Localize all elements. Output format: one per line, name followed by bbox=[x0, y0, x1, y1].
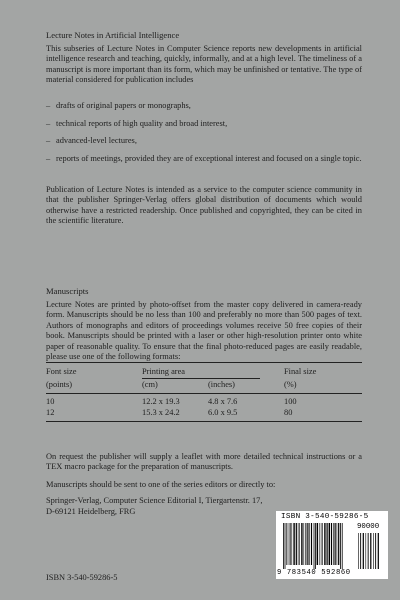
material-list bbox=[46, 101, 362, 171]
table-cell: 100 bbox=[284, 397, 297, 406]
sent-to-line: Manuscripts should be sent to one of the series editors or directly to: bbox=[46, 480, 276, 489]
ean-digits: 9 783540 592860 bbox=[277, 569, 351, 577]
address-line: D-69121 Heidelberg, FRG bbox=[46, 507, 136, 516]
table-cell: 12.2 x 19.3 bbox=[142, 397, 180, 406]
back-cover bbox=[46, 0, 362, 600]
price-code: 90000 bbox=[357, 523, 380, 531]
barcode-label bbox=[276, 511, 388, 579]
table-cell: 80 bbox=[284, 408, 293, 417]
list-item: – advanced-level lectures, bbox=[46, 136, 137, 146]
printing-area-underline bbox=[142, 378, 260, 379]
table-cell: 4.8 x 7.6 bbox=[208, 397, 238, 406]
list-item: – technical reports of high quality and broad interest, bbox=[46, 118, 228, 128]
table-cell: 10 bbox=[46, 397, 55, 406]
header-printing-area: Printing area bbox=[142, 367, 186, 376]
subheader-cm: (cm) bbox=[142, 380, 158, 389]
table-cell: 12 bbox=[46, 408, 55, 417]
header-final-size: Final size bbox=[284, 367, 317, 376]
subheader-points: (points) bbox=[46, 380, 73, 389]
subheader-inches: (inches) bbox=[208, 380, 235, 389]
dash-icon: – bbox=[46, 153, 51, 163]
list-item: – reports of meetings, provided they are of exceptional interest and focused on a single topic. bbox=[46, 153, 362, 163]
table-cell: 15.3 x 24.2 bbox=[142, 408, 180, 417]
address-line: Springer-Verlag, Computer Science Editorial I, Tiergartenstr. 17, bbox=[46, 496, 263, 505]
table-cell: 6.0 x 9.5 bbox=[208, 408, 238, 417]
series-title: Lecture Notes in Artificial Intelligence bbox=[46, 30, 180, 40]
leaflet-paragraph: On request the publisher will supply a leaflet with more detailed technical instructions or a TEX macro package for the preparation of manuscripts. bbox=[46, 452, 362, 472]
dash-icon: – bbox=[46, 101, 51, 110]
table-rule-top bbox=[46, 362, 362, 363]
list-item: – drafts of original papers or monographs, bbox=[46, 101, 191, 110]
isbn-text: ISBN 3-540-59286-5 bbox=[46, 573, 118, 582]
manuscripts-paragraph: Lecture Notes are printed by photo-offset from the master copy delivered in camera-ready form. Manuscripts should be no less than 100 and preferably no more than 500 pages of text. Authors of monographs and editors of proceedings volumes receive 50 free copies of their book. Manuscripts should be printed with a laser or other high-resolution printer onto white paper of reasonable quality. To ensure that the final photo-reduced pages are easily readable, please use one of the following formats: bbox=[46, 300, 362, 362]
publication-paragraph: Publication of Lecture Notes is intended as a service to the computer science community in that the publisher Springer-Verlag offers global distribution of documents which would otherwise have a restricted readership. Once published and copyrighted, they can be cited in the scientific literature. bbox=[46, 185, 362, 226]
manuscripts-heading: Manuscripts bbox=[46, 286, 89, 296]
table-rule-mid bbox=[46, 393, 362, 394]
dash-icon: – bbox=[46, 118, 51, 128]
subheader-percent: (%) bbox=[284, 380, 297, 389]
dash-icon: – bbox=[46, 136, 51, 146]
barcode-isbn: ISBN 3-540-59286-5 bbox=[281, 513, 369, 521]
header-font-size: Font size bbox=[46, 367, 77, 376]
intro-paragraph: This subseries of Lecture Notes in Computer Science reports new developments in artificial intelligence research and teaching, quickly, informally, and at a high level. The timeliness of a manuscript is more important than its form, which may be unfinished or tentative. The type of material considered for publication includes bbox=[46, 44, 362, 85]
table-rule-bottom bbox=[46, 421, 362, 422]
